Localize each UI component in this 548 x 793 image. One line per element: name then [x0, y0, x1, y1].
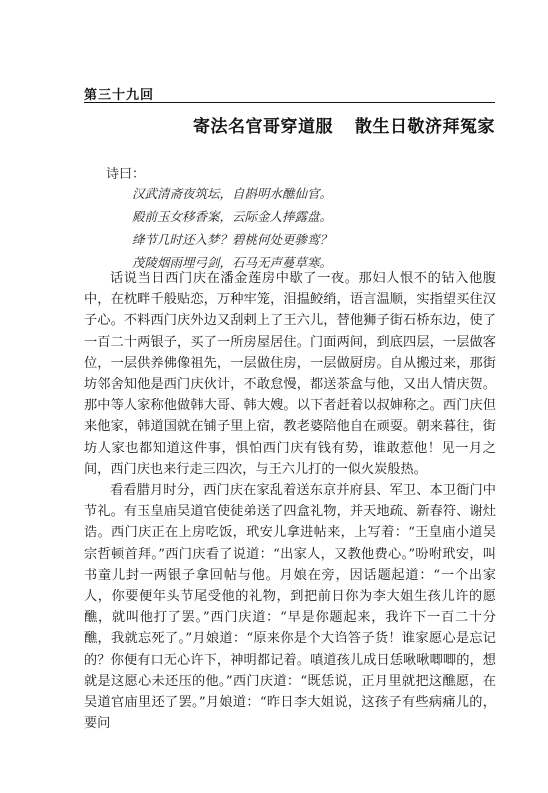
paragraph: 看看腊月时分，西门庆在家乱着送东京并府县、军卫、本卫衙门中节礼。有玉皇庙吴道官使徒弟送了四盒礼物，并天地疏、新春符、谢灶诰。西门庆正在上房吃饭，玳安儿拿进帖来，上写着：“王皇庙小道吴宗哲顿首拜。”西门庆看了说道：“出家人，又教他费心。”吩咐玳安，叫书童儿封一两银子拿回帖与他。月娘在旁，因话题起道：“一个出家人，你要便年头节尾受他的礼物，到把前日你为李大姐生孩儿许的愿醮，就叫他打了罢。”西门庆道：“早是你题起来，我许下一百二十分醮，我就忘死了。”月娘道：“原来你是个大诌答子货！谁家愿心是忘记的？你便有口无心许下，神明都记着。嗔道孩儿成日恁啾啾唧唧的，想就是这愿心未还压的他。”西门庆道：“既恁说，正月里就把这醮愿，在吴道官庙里还了罢。”月娘道：“昨日李大姐说，这孩子有些病痛儿的，要问 [84, 483, 496, 732]
poem-line: 汉武清斋夜筑坛，自斟明水醮仙官。 [132, 186, 333, 201]
chapter-title-part2: 散生日敬济拜冤家 [355, 117, 495, 137]
chapter-title [193, 112, 495, 137]
poem-line: 茂陵烟雨埋弓剑，石马无声蔓草寒。 [132, 255, 333, 270]
poem-line: 绛节几时还入梦？碧桃何处更骖鸾？ [132, 232, 333, 247]
header-rule [84, 102, 495, 103]
poem-line: 殿前玉女移香案，云际金人捧露盘。 [132, 209, 333, 224]
paragraph: 话说当日西门庆在潘金莲房中歇了一夜。那妇人恨不的钻入他腹中，在枕畔千般贴恋，万种牢笼，泪揾鲛绡，语言温顺，实指望买住汉子心。不料西门庆外边又刮剌上了王六儿，替他狮子街石桥东边，使了一百二十两银子，买了一所房屋居住。门面两间，到底四层，一层做客位，一层供养佛像祖先，一层做住房，一层做厨房。自从搬过来，那街坊邻舍知他是西门庆伙计，不敢怠慢，都送茶盒与他，又出人情庆贺。那中等人家称他做韩大哥、韩大嫂。以下者赶着以叔婶称之。西门庆但来他家，韩道国就在铺子里上宿，教老婆陪他自在顽耍。朝来暮往，街坊人家也都知道这件事，惧怕西门庆有钱有势，谁敢惹他！见一月之间，西门庆也来行走三四次，与王六儿打的一似火炭般热。 [84, 271, 496, 477]
chapter-number: 第三十九回 [84, 88, 155, 103]
poem-intro: 诗曰： [106, 167, 146, 182]
body-text [84, 268, 496, 734]
chapter-title-part1: 寄法名官哥穿道服 [193, 117, 333, 137]
